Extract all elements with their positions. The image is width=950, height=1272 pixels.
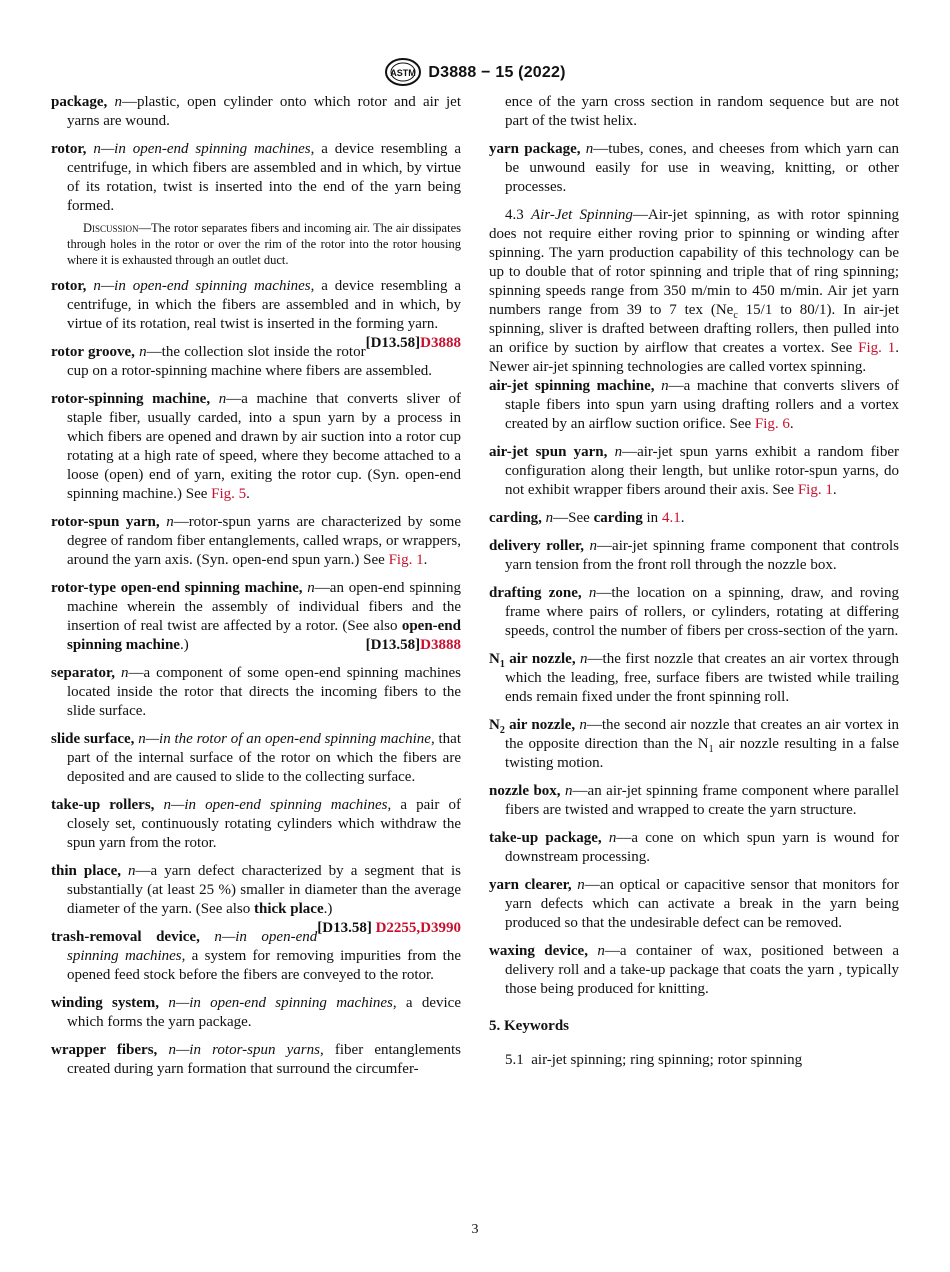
right-column — [489, 93, 899, 1085]
definition-n1-air-nozzle: $N_1$ air nozzle, n—the first nozzle that creates an air vortex through which the leading, free, surface fibers are twisted while trailing ends remain fixed under the front spinning roll. — [489, 651, 899, 705]
standard-link[interactable]: D2255,D3990 — [375, 920, 461, 936]
definition-n2-air-nozzle: $N_2$ air nozzle, n—the second air nozzle that creates an air vortex in the opposite direction than the $N_1$ air nozzle resulting in a false twisting motion. — [489, 717, 900, 771]
definition-air-jet-spinning-machine: air-jet spinning machine, n—a machine that converts slivers of staple fibers into spun yarn using drafting rollers and a vortex created by an airflow suction orifice. See Fig. 6. — [489, 378, 900, 432]
document-designation: D3888 − 15 (2022) — [428, 63, 566, 81]
definition-drafting-zone: drafting zone, n—the location on a spinning, draw, and roving frame where pairs of rollers, or cylinders, rotating at differing speeds, control the number of fibers per cross-section of the yarn. — [489, 585, 899, 639]
definition-rotor-spinning-machine: rotor-spinning machine, n—a machine that converts sliver of staple fiber, usually carded, into a spun yarn by a process in which fibers are opened and drawn by air suction into a rotor cup rotating at a high rate of speed, where they become attached to a loose (open) end of yarn, exiting the rotor cup. (Syn. open-end spinning machine.) See Fig. 5. — [51, 391, 461, 502]
definition-nozzle-box: nozzle box, n—an air-jet spinning frame component where parallel fibers are twisted and wrapped to create the yarn structure. — [489, 783, 900, 818]
definition-yarn-clearer: yarn clearer, n—an optical or capacitive sensor that monitors for yarn defects which can activate a break in the yarn being produced so that the undesirable defect can be removed. — [489, 877, 899, 931]
section-heading-keywords: 5. Keywords — [489, 1018, 569, 1034]
section-link[interactable]: 4.1 — [661, 510, 681, 526]
definition-thin-place: thin place, n—a yarn defect characterized by a segment that is substantially (at least 25 %) smaller in diameter than the average diameter of the yarn. (See also thick place.) [D13.58] D2255,D3990 — [51, 863, 461, 936]
definition-wrapper-fibers-continued: ence of the yarn cross section in random sequence but are not part of the twist helix. — [505, 94, 899, 129]
definition-rotor: rotor, n—in open-end spinning machines, a device resembling a centrifuge, in which fibers are assembled and in which, by virtue of its rotation, twist is inserted into the end of the yarn being formed. — [51, 141, 462, 214]
definition-rotor-type-machine: rotor-type open-end spinning machine, n—an open-end spinning machine wherein the assembly of individual fibers and the insertion of real twist are affected by a rotor. (See also open-end spinning machine.) [D13.58]D3888 — [51, 580, 462, 653]
committee-ref: [D13.58]D3888 — [365, 637, 461, 653]
standard-link[interactable]: D3888 — [420, 335, 461, 351]
left-column — [51, 93, 461, 1088]
standard-link[interactable]: D3888 — [420, 637, 461, 653]
definition-rotor-groove: rotor groove, n—the collection slot inside the rotor cup on a rotor-spinning machine where fibers are assembled. — [51, 344, 432, 379]
definition-yarn-package: yarn package, n—tubes, cones, and cheeses from which yarn can be unwound easily for use in weaving, knitting, or other processes. — [489, 141, 900, 195]
committee-ref: [D13.58] D2255,D3990 — [317, 920, 461, 936]
definition-carding: carding, n—See carding in 4.1. — [489, 510, 685, 526]
definition-waxing-device: waxing device, n—a container of wax, positioned between a delivery roll and a take-up package that coats the yarn , typically those being produced for knitting. — [489, 943, 900, 997]
figure-link[interactable]: Fig. 5 — [211, 486, 247, 502]
definition-rotor-2: rotor, n—in open-end spinning machines, a device resembling a centrifuge, in which the fibers are assembled and in which, by virtue of its rotation, real twist is inserted in the forming yarn. [D13.58]D3888 — [51, 278, 462, 351]
definition-winding-system: winding system, n—in open-end spinning machines, a device which forms the yarn package. — [51, 995, 461, 1030]
definition-trash-removal-device: trash-removal device, n—in open-end spinning machines, a system for removing impurities from the opened feed stock before the fibers are conveyed to the rotor. — [51, 929, 461, 983]
page-number: 3 — [471, 1222, 479, 1237]
definition-separator: separator, n—a component of some open-end spinning machines located inside the rotor that directs the incoming fibers to the slide surface. — [51, 665, 461, 719]
figure-link[interactable]: Fig. 1 — [797, 482, 833, 498]
section-4-3: 4.3 Air-Jet Spinning—Air-jet spinning, as with rotor spinning does not require either roving prior to spinning or winding after spinning. The yarn production capability of this technology can be up to double that of rotor spinning and triple that of ring spinning; spinning speeds range from 350 m/min to 450 m/min. Air jet yarn numbers range from 39 to 7 tex ($Ne_c$ 15/1 to 80/1). In air-jet spinning, sliver is drafted between drafting rollers, then pulled into an orifice by suction by airflow that creates a vortex. See Fig. 1. Newer air-jet spinning technologies are called vortex spinning. — [489, 207, 899, 375]
astm-logo-icon — [384, 57, 422, 87]
svg-text:ASTM: ASTM — [390, 68, 417, 78]
discussion-rotor: Discussion—The rotor separates fibers and incoming air. The air dissipates through holes in the rotor or over the rim of the rotor into the rotor housing where it is exhausted through an outlet duct. — [67, 221, 461, 267]
committee-ref: [D13.58]D3888 — [365, 335, 461, 351]
definition-slide-surface: slide surface, n—in the rotor of an open-end spinning machine, that part of the internal surface of the rotor on which the fibers are deposited and are caused to slide to the collecting surface. — [51, 731, 462, 785]
keywords-text: 5.1 air-jet spinning; ring spinning; rotor spinning — [505, 1052, 803, 1068]
figure-link[interactable]: Fig. 6 — [754, 416, 790, 432]
figure-link[interactable]: Fig. 1 — [388, 552, 424, 568]
definition-delivery-roller: delivery roller, n—air-jet spinning frame component that controls yarn tension from the front roll through the nozzle box. — [489, 538, 900, 573]
definition-air-jet-spun-yarn: air-jet spun yarn, n—air-jet spun yarns exhibit a random fiber configuration along their length, but unlike rotor-spun yarns, do not exhibit wrapper fibers around their axis. See Fig. 1. — [489, 444, 899, 498]
definition-wrapper-fibers: wrapper fibers, n—in rotor-spun yarns, fiber entanglements created during yarn formation that surround the circumfer- — [51, 1042, 461, 1077]
definition-take-up-package: take-up package, n—a cone on which spun yarn is wound for downstream processing. — [489, 830, 899, 865]
definition-package: package, n—plastic, open cylinder onto which rotor and air jet yarns are wound. — [51, 94, 461, 129]
definition-rotor-spun-yarn: rotor-spun yarn, n—rotor-spun yarns are characterized by some degree of random fiber entanglements, called wraps, or wrappers, around the yarn axis. (Syn. open-end spun yarn.) See Fig. 1. — [51, 514, 461, 568]
figure-link[interactable]: Fig. 1 — [858, 340, 896, 356]
page-header — [0, 57, 950, 87]
definition-take-up-rollers: take-up rollers, n—in open-end spinning machines, a pair of closely set, continuously rotating cylinders which withdraw the spun yarn from the rotor. — [51, 797, 461, 851]
